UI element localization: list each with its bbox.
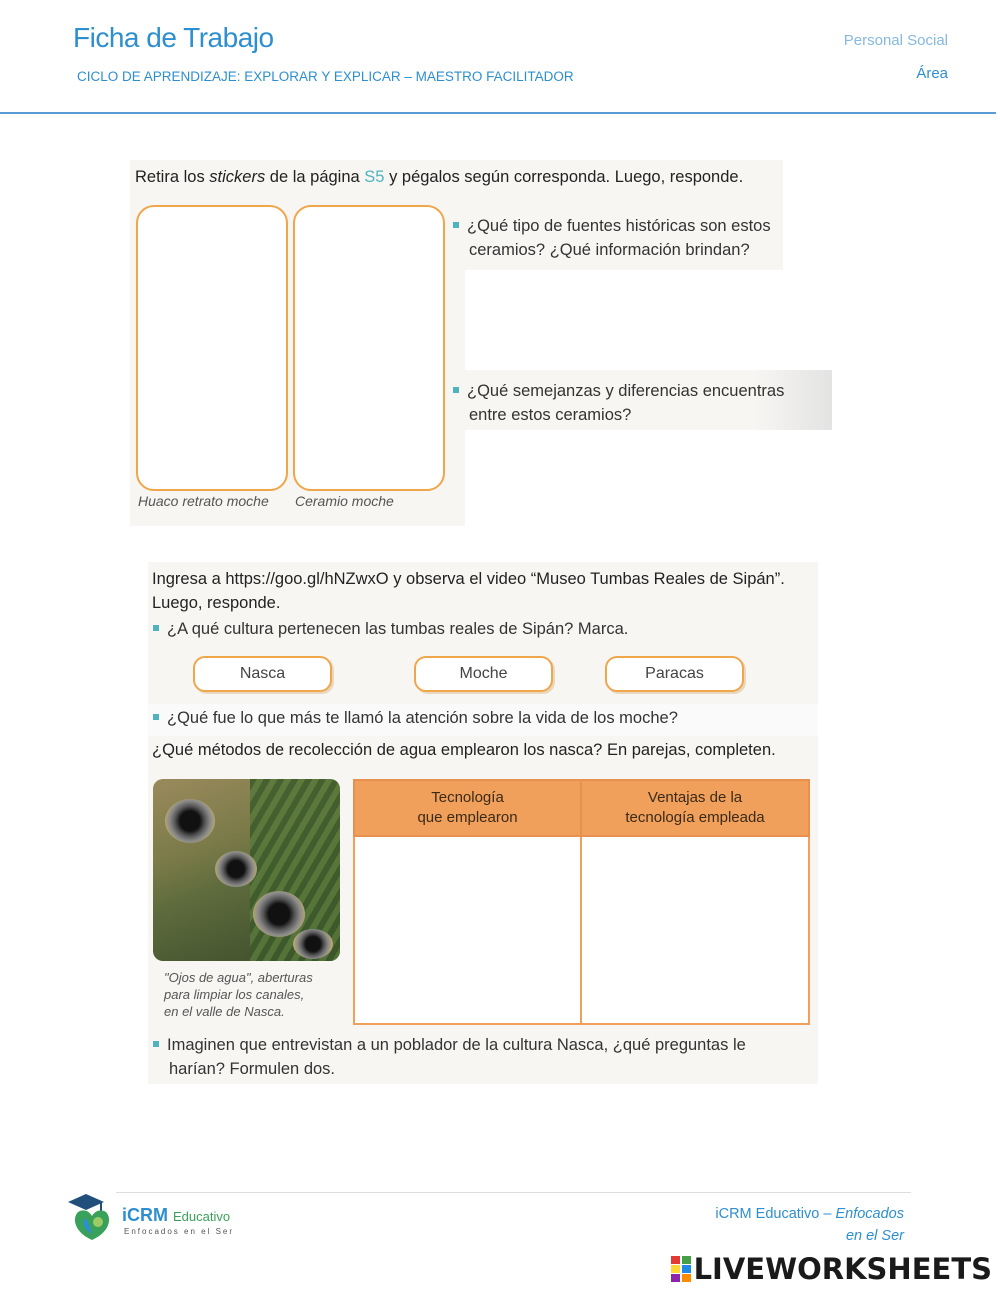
bullet-icon (453, 387, 459, 393)
answer-cell-technology[interactable] (354, 836, 581, 1024)
table-header-advantages: Ventajas de la tecnología empleada (581, 780, 809, 836)
area-label: Área (916, 65, 948, 82)
section3-instruction: ¿Qué métodos de recolección de agua emplearon los nasca? En parejas, completen. (152, 741, 776, 759)
liveworksheets-watermark: LIVEWORKSHEETS (671, 1252, 992, 1286)
option-paracas[interactable]: Paracas (605, 656, 744, 692)
option-nasca[interactable]: Nasca (193, 656, 332, 692)
section1-question1: ¿Qué tipo de fuentes históricas son estos ceramios? ¿Qué información brindan? (453, 214, 771, 262)
section2-question1: ¿A qué cultura pertenecen las tumbas reales de Sipán? Marca. (153, 617, 628, 641)
nasca-water-eyes-photo (153, 779, 340, 961)
sticker-drop-zone-huaco[interactable] (136, 205, 288, 491)
bullet-icon (153, 625, 159, 631)
table-header-technology: Tecnología que emplearon (354, 780, 581, 836)
bullet-icon (153, 714, 159, 720)
option-moche[interactable]: Moche (414, 656, 553, 692)
icrm-logo-icon (64, 1188, 120, 1244)
bullet-icon (453, 222, 459, 228)
answer-cell-advantages[interactable] (581, 836, 809, 1024)
section1-question2: ¿Qué semejanzas y diferencias encuentras entre estos ceramios? (453, 379, 784, 427)
subject-label: Personal Social (843, 32, 948, 49)
footer-brand-line2: en el Ser (845, 1228, 904, 1244)
footer-logo-tagline: Enfocados en el Ser (124, 1227, 235, 1236)
footer-brand-line1: iCRM Educativo – Enfocados (715, 1206, 904, 1222)
section2-question2: ¿Qué fue lo que más te llamó la atención sobre la vida de los moche? (153, 706, 678, 730)
sticker-caption-huaco: Huaco retrato moche (138, 493, 269, 509)
water-technology-table (353, 779, 810, 1025)
liveworksheets-logo-icon (671, 1256, 691, 1282)
header-divider (0, 112, 996, 114)
section3-question: Imaginen que entrevistan a un poblador de la cultura Nasca, ¿qué preguntas le harían? Formulen dos. (153, 1033, 746, 1081)
footer-divider (116, 1192, 911, 1193)
section2-instruction: Ingresa a https://goo.gl/hNZwxO y observa el video “Museo Tumbas Reales de Sipán”. Luego, responde. (152, 570, 785, 612)
sticker-caption-ceramio: Ceramio moche (295, 493, 394, 509)
sticker-drop-zone-ceramio[interactable] (293, 205, 445, 491)
section1-instruction: Retira los stickers de la página S5 y pégalos según corresponda. Luego, responde. (135, 168, 744, 186)
footer-logo-text: iCRM Educativo (122, 1205, 231, 1225)
page-title: Ficha de Trabajo (73, 22, 274, 53)
page-subtitle: CICLO DE APRENDIZAJE: EXPLORAR Y EXPLICAR – MAESTRO FACILITADOR (77, 69, 574, 84)
bullet-icon (153, 1041, 159, 1047)
photo-caption: "Ojos de agua", aberturas para limpiar los canales, en el valle de Nasca. (164, 970, 313, 1019)
